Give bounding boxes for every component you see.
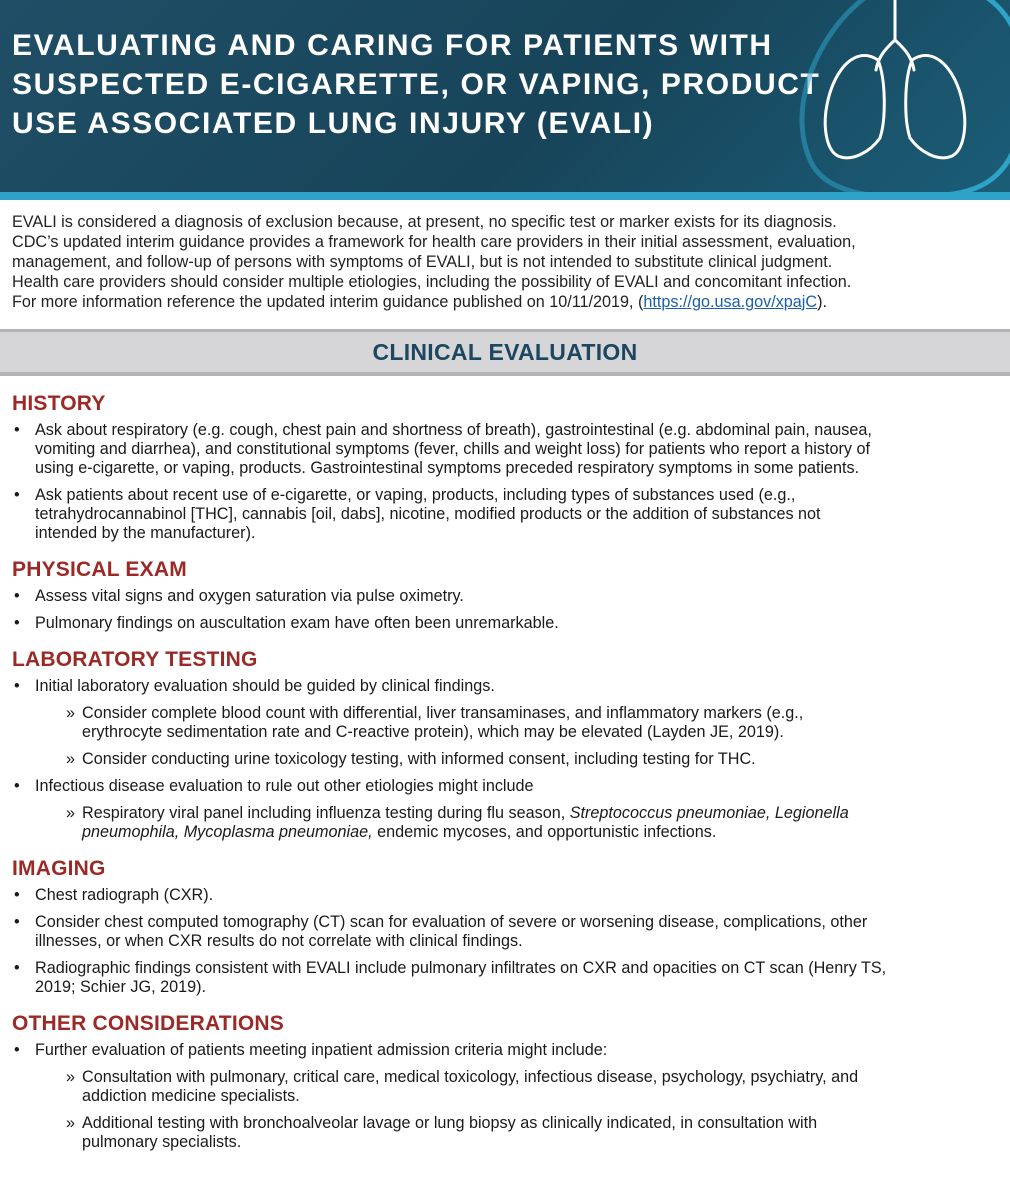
organism-names: pneumophila, Mycoplasma pneumoniae, <box>82 823 373 841</box>
text-line: • Ask about respiratory (e.g. cough, chest pain and shortness of breath), gastrointestinal (e.g. abdominal pain, nausea, <box>35 421 872 439</box>
text-line: using e-cigarette, or vaping, products. Gastrointestinal symptoms preceded respiratory symptoms in some patients. <box>35 459 860 477</box>
text-line: intended by the manufacturer). <box>35 524 256 542</box>
text-line: 2019; Schier JG, 2019). <box>35 978 206 996</box>
title-line: EVALUATING AND CARING FOR PATIENTS WITH <box>12 29 773 62</box>
text-line: • Infectious disease evaluation to rule out other etiologies might include <box>35 777 534 795</box>
intro-line: Health care providers should consider multiple etiologies, including the possibility of EVALI and concomitant infection. <box>12 273 852 291</box>
other-considerations-heading: OTHER CONSIDERATIONS <box>12 1012 284 1035</box>
text-span: endemic mycoses, and opportunistic infections. <box>372 823 717 841</box>
physical-bullet <box>12 614 1002 633</box>
title-line: USE ASSOCIATED LUNG INJURY (EVALI) <box>12 107 655 140</box>
imaging-heading: IMAGING <box>12 857 106 880</box>
guidance-link[interactable]: https://go.usa.gov/xpajC <box>643 293 818 311</box>
text-line: erythrocyte sedimentation rate and C-reactive protein), which may be elevated (Layden JE, 2019). <box>82 723 784 741</box>
imaging-bullet <box>12 913 1002 951</box>
intro-line <box>12 292 1004 312</box>
text-line: pulmonary specialists. <box>82 1133 242 1151</box>
imaging-bullet <box>12 959 1002 997</box>
intro-paragraph <box>12 212 1004 312</box>
header-banner <box>0 0 1010 200</box>
title-line: SUSPECTED E-CIGARETTE, OR VAPING, PRODUCT <box>12 68 821 101</box>
other-subbullet <box>12 1068 1002 1106</box>
intro-text: ). <box>817 293 827 311</box>
text-line: » Additional testing with bronchoalveolar lavage or lung biopsy as clinically indicated, in consultation with <box>82 1114 818 1132</box>
text-line: • Pulmonary findings on auscultation exam have often been unremarkable. <box>35 614 559 632</box>
text-line: » Consider conducting urine toxicology testing, with informed consent, including testing for THC. <box>82 750 756 768</box>
other-subbullet <box>12 1114 1002 1152</box>
history-heading: HISTORY <box>12 392 106 415</box>
text-line: • Ask patients about recent use of e-cigarette, or vaping, products, including types of substances used (e.g., <box>35 486 796 504</box>
intro-text: For more information reference the updated interim guidance published on 10/11/2019, ( <box>12 293 644 311</box>
lungs-icon <box>780 0 1010 200</box>
text-line <box>82 804 1002 823</box>
lab-testing-heading: LABORATORY TESTING <box>12 648 258 671</box>
text-line <box>82 823 1002 842</box>
lab-subbullet <box>12 704 1002 742</box>
text-line: • Further evaluation of patients meeting inpatient admission criteria might include: <box>35 1041 608 1059</box>
text-span: Respiratory viral panel including influenza testing during flu season, <box>82 804 570 822</box>
intro-line: management, and follow-up of persons with symptoms of EVALI, but is not intended to substitute clinical judgment. <box>12 253 833 271</box>
imaging-bullet <box>12 886 1002 905</box>
text-line: • Chest radiograph (CXR). <box>35 886 214 904</box>
section-title: CLINICAL EVALUATION <box>372 338 638 365</box>
intro-line: EVALI is considered a diagnosis of exclusion because, at present, no specific test or marker exists for its diagnosis. <box>12 213 837 231</box>
clinical-evaluation-content <box>12 391 1002 1160</box>
history-bullet <box>12 421 1002 478</box>
text-line: tetrahydrocannabinol [THC], cannabis [oil, dabs], nicotine, modified products or the addition of substances not <box>35 505 821 523</box>
other-bullet <box>12 1041 1002 1060</box>
organism-names: Streptococcus pneumoniae, Legionella <box>569 804 849 822</box>
lab-subbullet <box>12 750 1002 769</box>
intro-line: CDC’s updated interim guidance provides a framework for health care providers in their initial assessment, evaluation, <box>12 233 856 251</box>
text-line: • Radiographic findings consistent with EVALI include pulmonary infiltrates on CXR and opacities on CT scan (Henry TS, <box>35 959 887 977</box>
physical-bullet <box>12 587 1002 606</box>
lab-bullet <box>12 777 1002 796</box>
text-line: • Assess vital signs and oxygen saturation via pulse oximetry. <box>35 587 464 605</box>
text-line: vomiting and diarrhea), and constitutional symptoms (fever, chills and weight loss) for patients who report a history of <box>35 440 870 458</box>
lab-subbullet <box>12 804 1002 842</box>
lab-bullet <box>12 677 1002 696</box>
text-line: » Consultation with pulmonary, critical care, medical toxicology, infectious disease, psychology, psychiatry, and <box>82 1068 859 1086</box>
section-header-bar <box>0 329 1010 376</box>
text-line: addiction medicine specialists. <box>82 1087 300 1105</box>
text-line: • Consider chest computed tomography (CT) scan for evaluation of severe or worsening disease, complications, other <box>35 913 868 931</box>
text-line: illnesses, or when CXR results do not correlate with clinical findings. <box>35 932 523 950</box>
history-bullet <box>12 486 1002 543</box>
text-line: • Initial laboratory evaluation should be guided by clinical findings. <box>35 677 495 695</box>
physical-exam-heading: PHYSICAL EXAM <box>12 558 187 581</box>
text-line: » Consider complete blood count with differential, liver transaminases, and inflammatory markers (e.g., <box>82 704 804 722</box>
page-title <box>12 26 821 143</box>
